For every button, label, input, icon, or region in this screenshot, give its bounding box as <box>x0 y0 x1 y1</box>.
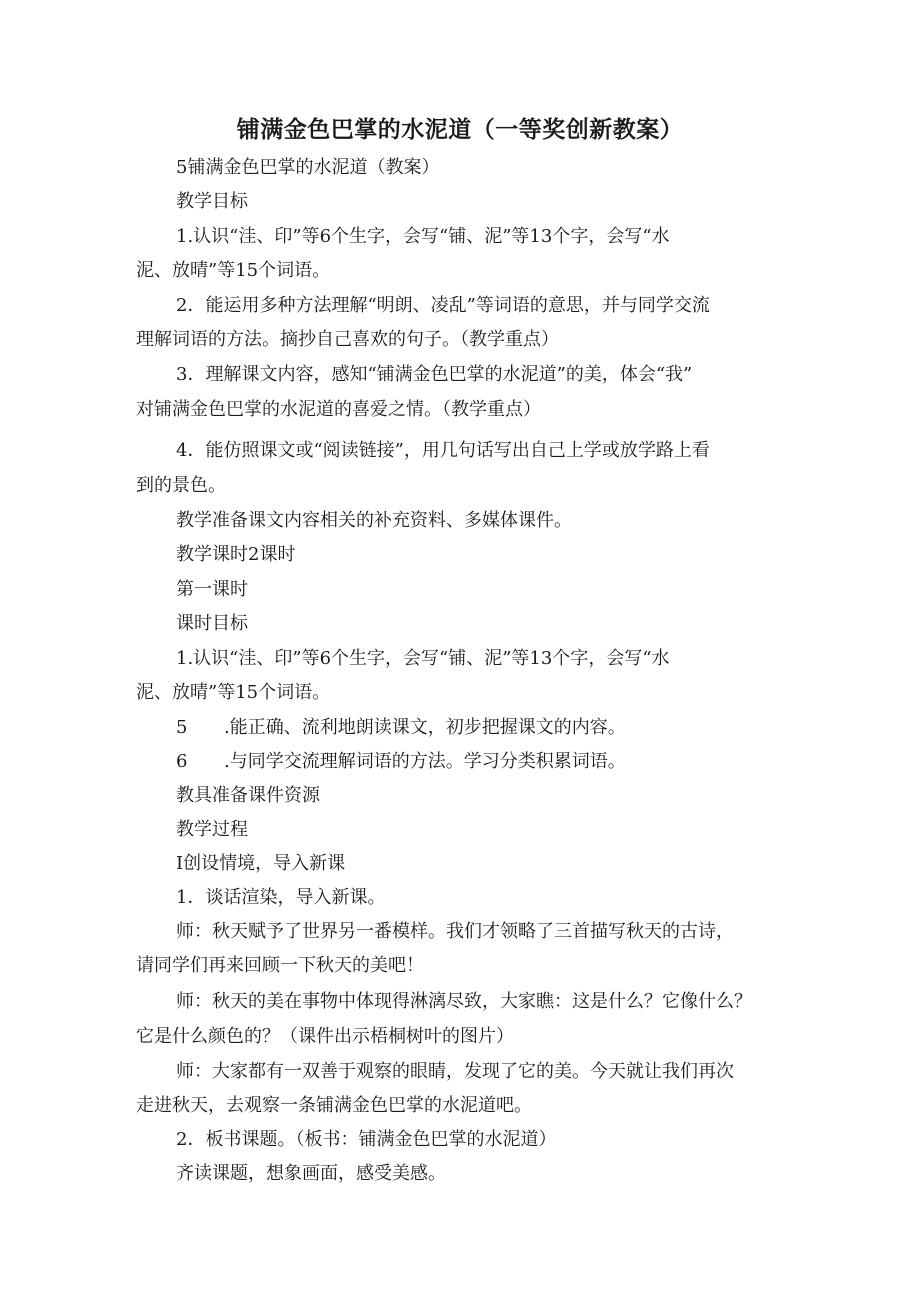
section-heading-teaching-process: 教学过程 <box>176 819 248 840</box>
paragraph-line: 教学课时2课时 <box>176 544 296 565</box>
paragraph-line: 1．谈话渲染，导入新课。 <box>176 887 386 908</box>
item-number: 6 <box>176 751 188 772</box>
paragraph-line: 泥、放晴”等15个词语。 <box>136 260 331 281</box>
item-number: 5 <box>176 717 188 738</box>
paragraph-line: 4．能仿照课文或“阅读链接”，用几句话写出自己上学或放学路上看 <box>176 440 710 461</box>
paragraph-line: 到的景色。 <box>136 475 226 496</box>
item-text: .能正确、流利地朗读课文，初步把握课文的内容。 <box>224 717 626 738</box>
paragraph-line: 教学准备课文内容相关的补充资料、多媒体课件。 <box>176 510 572 531</box>
paragraph-line: 对铺满金色巴掌的水泥道的喜爱之情。（教学重点） <box>136 399 541 420</box>
paragraph-line: 2．板书课题。（板书：铺满金色巴掌的水泥道） <box>176 1129 557 1150</box>
paragraph-line: 2．能运用多种方法理解“明朗、凌乱”等词语的意思，并与同学交流 <box>176 295 710 316</box>
paragraph-line: 师：秋天的美在事物中体现得淋漓尽致，大家瞧：这是什么？它像什么？ <box>176 991 752 1012</box>
lesson-heading: 5铺满金色巴掌的水泥道（教案） <box>176 157 440 178</box>
paragraph-line: 师：秋天赋予了世界另一番模样。我们才领略了三首描写秋天的古诗， <box>176 921 734 942</box>
numbered-line <box>176 715 626 741</box>
paragraph-line: 齐读课题，想象画面，感受美感。 <box>176 1163 446 1184</box>
numbered-line <box>176 749 626 775</box>
paragraph-line: 3．理解课文内容，感知“铺满金色巴掌的水泥道”的美，体会“我” <box>176 364 693 385</box>
paragraph-line: 师：大家都有一双善于观察的眼睛，发现了它的美。今天就让我们再次 <box>176 1061 734 1082</box>
subsection-heading: Ⅰ创设情境，导入新课 <box>176 853 346 874</box>
paragraph-line: 泥、放晴”等15个词语。 <box>136 682 331 703</box>
item-text: .与同学交流理解词语的方法。学习分类积累词语。 <box>224 751 626 772</box>
paragraph-line: 走进秋天，去观察一条铺满金色巴掌的水泥道吧。 <box>136 1095 532 1116</box>
section-heading-teaching-goals: 教学目标 <box>176 191 248 212</box>
paragraph-line: 请同学们再来回顾一下秋天的美吧！ <box>136 955 424 976</box>
paragraph-line: 它是什么颜色的？（课件出示梧桐树叶的图片） <box>136 1026 514 1047</box>
paragraph-line: 理解词语的方法。摘抄自己喜欢的句子。（教学重点） <box>136 329 559 350</box>
document-title: 铺满金色巴掌的水泥道（一等奖创新教案） <box>236 117 684 143</box>
section-heading-first-lesson: 第一课时 <box>176 579 248 600</box>
section-heading-teaching-aids: 教具准备课件资源 <box>176 785 320 806</box>
paragraph-line: 1.认识“洼、印”等6个生字，会写“铺、泥”等13个字，会写“水 <box>176 226 670 247</box>
paragraph-line: 1.认识“洼、印”等6个生字，会写“铺、泥”等13个字，会写“水 <box>176 648 670 669</box>
section-heading-lesson-goals: 课时目标 <box>176 613 248 634</box>
